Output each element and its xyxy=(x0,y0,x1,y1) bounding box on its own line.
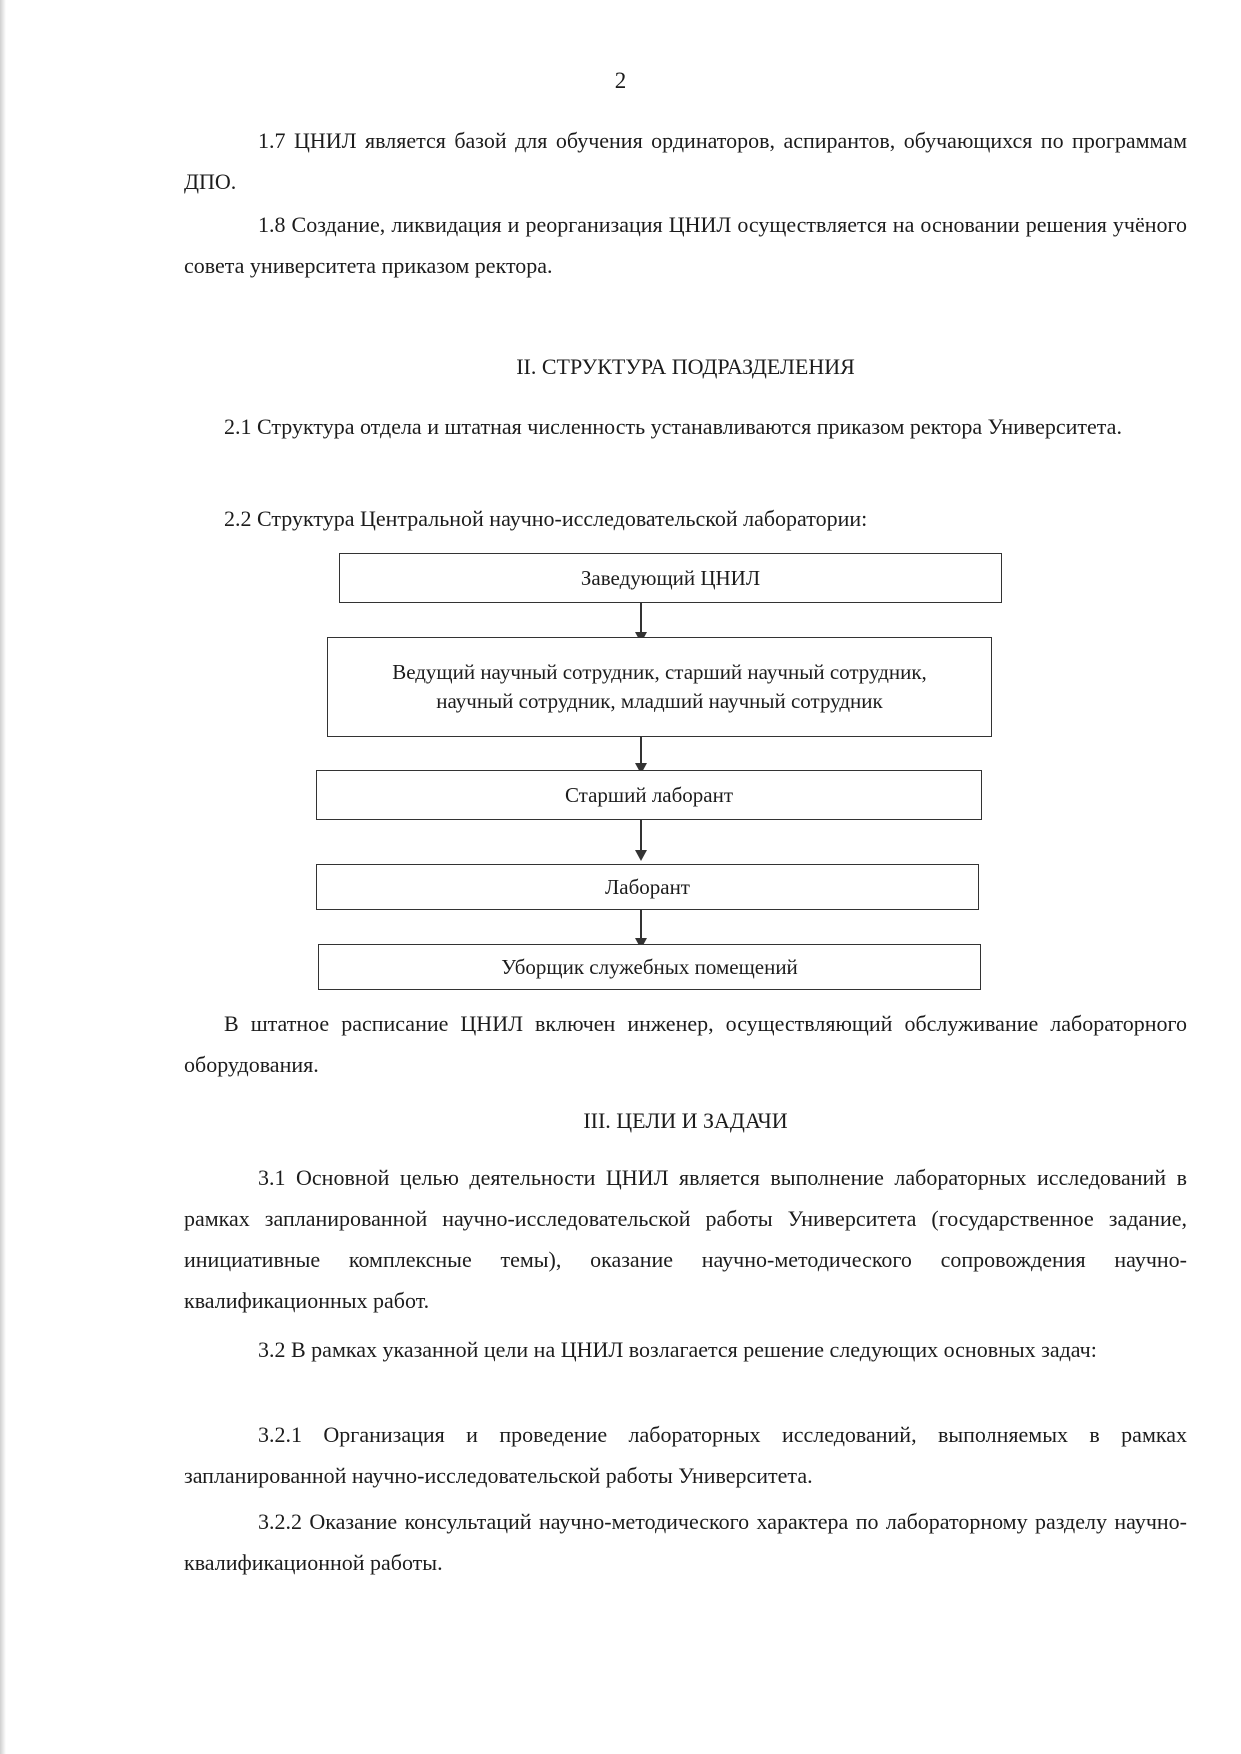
paragraph-3-2: 3.2 В рамках указанной цели на ЦНИЛ возлагается решение следующих основных задач: xyxy=(258,1337,1097,1362)
paragraph-1-8: 1.8 Создание, ликвидация и реорганизация ЦНИЛ осуществляется на основании решения учёного совета университета приказом ректора. xyxy=(184,212,1187,278)
section-3-heading: III. ЦЕЛИ И ЗАДАЧИ xyxy=(583,1108,788,1133)
paragraph-3-2-1: 3.2.1 Организация и проведение лабораторных исследований, выполняемых в рамках запланированной научно-исследовательской работы Университета. xyxy=(184,1422,1187,1488)
paragraph-2-2: 2.2 Структура Центральной научно-исследовательской лаборатории: xyxy=(224,506,868,531)
org-box-lab-assistant: Лаборант xyxy=(316,864,979,910)
page-number: 2 xyxy=(614,68,627,93)
paragraph-3-1: 3.1 Основной целью деятельности ЦНИЛ является выполнение лабораторных исследований в рамках запланированной научно-исследовательской работы Университета (государственное задание, инициативные комплексные темы), оказание научно-методического сопровождения научно-квалификационных работ. xyxy=(184,1165,1187,1313)
paragraph-3-2-2: 3.2.2 Оказание консультаций научно-методического характера по лабораторному разделу научно-квалификационной работы. xyxy=(184,1509,1187,1575)
org-box-cleaner: Уборщик служебных помещений xyxy=(318,944,981,990)
scan-edge-shadow xyxy=(0,0,6,1754)
org-box-head: Заведующий ЦНИЛ xyxy=(339,553,1002,603)
paragraph-2-1: 2.1 Структура отдела и штатная численность устанавливаются приказом ректора Университета. xyxy=(224,414,1122,439)
org-box-researchers: Ведущий научный сотрудник, старший научный сотрудник, научный сотрудник, младший научный сотрудник xyxy=(327,637,992,737)
paragraph-staff-engineer: В штатное расписание ЦНИЛ включен инженер, осуществляющий обслуживание лабораторного оборудования. xyxy=(184,1011,1187,1077)
paragraph-1-7: 1.7 ЦНИЛ является базой для обучения ординаторов, аспирантов, обучающихся по программам ДПО. xyxy=(184,128,1187,194)
section-2-heading: II. СТРУКТУРА ПОДРАЗДЕЛЕНИЯ xyxy=(516,354,855,379)
org-box-senior-lab-assistant: Старший лаборант xyxy=(316,770,982,820)
